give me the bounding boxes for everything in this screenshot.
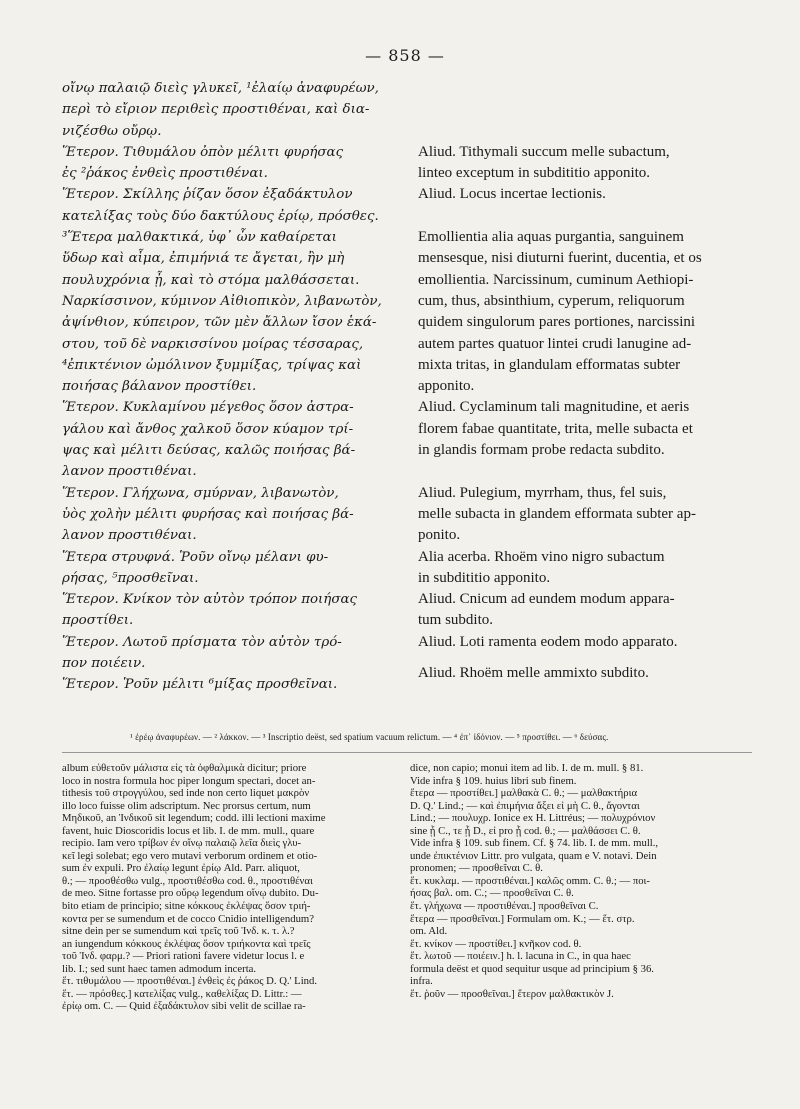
latin-line: Aliud. Cnicum ad eundem modum appara-	[418, 591, 675, 608]
latin-line: Aliud. Tithymali succum melle subactum,	[418, 143, 670, 160]
latin-line: cum, thus, absinthium, cyperum, reliquorum	[418, 292, 685, 309]
commentary-line: ἕτ. ῥοῦν — προσθεῖναι.] ἕτερον μαλθακτικὸν J.	[410, 987, 614, 1000]
commentary-line: sum ἐν expuli. Pro ἐλαίῳ legunt ἐρίῳ Ald. Parr. aliquot,	[62, 862, 300, 875]
commentary-line: ἕτ. τιθυμάλου — προστιθέναι.] ἐνθεὶς ἐς ῥάκος D. Q.' Lind.	[62, 975, 318, 988]
greek-line: νιζέσθω οὔρῳ.	[62, 123, 162, 139]
page-number: — 858 —	[365, 46, 445, 65]
commentary-line: formula deëst et quod sequitur usque ad principium § 36.	[410, 962, 654, 975]
latin-line: quidem singulorum pares portiones, narcissini	[418, 314, 696, 331]
commentary-line: Vide infra § 109. sub finem. Cf. § 74. lib. I. de mm. mull.,	[410, 837, 659, 850]
commentary-line: τοῦ Ἰνδ. φαρμ.? — Priori rationi favere videtur locus l. e	[62, 950, 305, 963]
greek-line: ψας καὶ μέλιτι δεύσας, καλῶς ποιήσας βά-	[62, 443, 356, 459]
greek-line: λανον προστιθέναι.	[62, 464, 197, 480]
commentary-line: tithesis τοῦ στρογγύλου, sed inde non certo liquet μακρὸν	[62, 787, 310, 800]
greek-line: γάλου καὶ ἄνθος χαλκοῦ ὅσον κύαμον τρί-	[62, 421, 354, 437]
commentary-line: sitne dein per se sumendum καὶ τρεῖς τοῦ Ἰνδ. κ. τ. λ.?	[62, 925, 295, 938]
commentary-line: favent, huic Dioscoridis locus et lib. I. de mm. mull., quare	[62, 824, 315, 837]
latin-line: florem fabae quantitate, trita, melle subacta et	[418, 420, 693, 437]
greek-line: πουλυχρόνια ᾖ, καὶ τὸ στόμα μαλθάσσεται.	[62, 272, 360, 288]
latin-line: linteo exceptum in subdititio apponito.	[418, 165, 651, 182]
greek-line: ὑὸς χολὴν μέλιτι φυρήσας καὶ ποιήσας βά-	[62, 506, 354, 522]
latin-line: ponito.	[418, 527, 461, 544]
greek-line: Ἕτερον. Ῥοῦν μέλιτι ⁶μίξας προσθεῖναι.	[62, 677, 338, 693]
commentary-line: ἕτ. γλήχωνα — προστιθέναι.] προσθεῖναι C.	[410, 900, 599, 913]
latin-line: Aliud. Cyclaminum tali magnitudine, et aeris	[418, 399, 690, 416]
commentary-line: D. Q.' Lind.; — καὶ ἐπιμήνια ἄξει εἰ μὴ C. θ., ἄγονται	[410, 799, 640, 812]
commentary-line: κοντα per se sumendum et de cocco Cnidio intelligendum?	[62, 912, 314, 925]
latin-line: Aliud. Loti ramenta eodem modo apparato.	[418, 633, 678, 650]
commentary-line: loco in nostra formula hoc piper longum spectari, docet an-	[62, 774, 316, 787]
commentary-line: an iungendum κόκκους ἐκλέψας ὅσον τριήκοντα καὶ τρεῖς	[62, 937, 311, 950]
greek-line: Ἕτερον. Γλήχωνα, σμύρναν, λιβανωτὸν,	[62, 485, 339, 501]
commentary-line: ἕτ. λωτοῦ — ποιέειν.] h. l. lacuna in C., in qua haec	[410, 950, 631, 963]
latin-line: mensesque, nisi diuturni fuerint, ducentia, et os	[418, 250, 702, 267]
greek-line: Ἕτερον. Σκίλλης ῥίζαν ὅσον ἐξαδάκτυλον	[62, 187, 353, 203]
commentary-line: Lind.; — πουλυχρ. Ionice ex H. Littréus; — πολυχρόνιον	[410, 812, 656, 825]
latin-column	[418, 78, 753, 684]
greek-line: στου, τοῦ δὲ ναρκισσίνου μοίρας τέσσαρας,	[62, 336, 364, 352]
greek-line: Ἕτερα στρυφνά. Ῥοῦν οἴνῳ μέλανι φυ-	[62, 549, 329, 565]
commentary-line: album εὐθετοῦν μάλιστα εἰς τὰ ὀφθαλμικὰ dicitur; priore	[62, 762, 307, 774]
latin-line: Alia acerba. Rhoëm vino nigro subactum	[418, 548, 665, 565]
latin-line: apponito.	[418, 378, 475, 395]
latin-line: in subdititio apponito.	[418, 569, 551, 586]
commentary-line: κεῖ legi solebat; ego vero mutavi verborum ordinem et otio-	[62, 849, 318, 862]
latin-line: Aliud. Locus incertae lectionis.	[418, 186, 606, 203]
commentary-line: pronomen; — προσθεῖναι C. θ.	[410, 862, 543, 875]
greek-line: ποιήσας βάλανον προστίθει.	[62, 379, 257, 395]
greek-line: περὶ τὸ εἴριον περιθεὶς προστιθέναι, καὶ δια-	[62, 102, 370, 118]
divider	[62, 752, 752, 753]
commentary-line: ήσας βαλ. om. C.; — προσθεῖναι C. θ.	[410, 887, 574, 900]
greek-column	[62, 78, 410, 696]
greek-line: Ἕτερον. Κνίκον τὸν αὐτὸν τρόπον ποιήσας	[62, 592, 358, 608]
commentary-line: de meo. Sitne fortasse pro οὔρῳ legendum οἴνῳ dubito. Du-	[62, 887, 319, 900]
commentary-line: om. Ald.	[410, 925, 448, 938]
greek-line: Ἕτερον. Λωτοῦ πρίσματα τὸν αὐτὸν τρό-	[62, 634, 342, 650]
commentary-right-column	[410, 762, 755, 1000]
greek-line: οἴνῳ παλαιῷ διεὶς γλυκεῖ, ¹ἐλαίῳ ἀναφυρέων,	[62, 81, 379, 96]
latin-line: autem partes quatuor lintei crudi lanugine ad-	[418, 335, 692, 352]
greek-line: ⁴ἐπικτένιον ὠμόλινον ξυμμίξας, τρίψας καὶ	[62, 357, 362, 373]
greek-line: Ἕτερον. Κυκλαμίνου μέγεθος ὅσον ἀστρα-	[62, 400, 354, 416]
commentary-line: ἕτ. — πρόσθες.] κατελίξας vulg., καθελίξας D. Littr.: —	[62, 987, 302, 1000]
greek-line: ρήσας, ⁵προσθεῖναι.	[62, 570, 199, 586]
greek-line: ³Ἕτερα μαλθακτικά, ὑφ᾽ ὧν καθαίρεται	[62, 230, 337, 246]
commentary-line: ἕτ. κνίκον — προστίθει.] κνῆκον cod. θ.	[410, 937, 582, 950]
commentary-line: dice, non capio; monui item ad lib. I. de m. mull. § 81.	[410, 762, 644, 774]
latin-line: in glandis formam probe redacta subdito.	[418, 442, 665, 459]
commentary-line: illo loco fuisse olim adscriptum. Nec prorsus certum, num	[62, 799, 311, 812]
greek-line: κατελίξας τοὺς δύο δακτύλους ἐρίῳ, πρόσθες.	[62, 208, 379, 224]
latin-line: Aliud. Rhoëm melle ammixto subdito.	[418, 665, 649, 682]
greek-line: ἀψίνθιον, κύπειρον, τῶν μὲν ἄλλων ἴσον ἑκά-	[62, 315, 377, 331]
commentary-line: bito etiam de principio; sitne κόκκους ἐκλέψας ὅσον τριή-	[62, 900, 311, 913]
commentary-line: ἕτερα — προσθεῖναι.] Formulam om. K.; — ἕτ. στρ.	[410, 912, 635, 925]
latin-line: melle subacta in glandem efformata subter ap-	[418, 505, 696, 522]
greek-line: Ἕτερον. Τιθυμάλου ὀπὸν μέλιτι φυρήσας	[62, 144, 344, 160]
greek-line: λανον προστιθέναι.	[62, 528, 197, 544]
footnotes: ¹ ἐρέῳ ἀναφυρέων. — ² λάκκον. — ³ Inscriptio deëst, sed spatium vacuum relictum. — ⁴ ἐπ᾽ ἰδόνιον. — ⁵ προστίθει. — ⁶ δεύσας.	[130, 732, 609, 742]
commentary-line: Μηδικοῦ, an Ἰνδικοῦ sit legendum; codd. illi lectioni maxime	[62, 812, 326, 825]
commentary-line: θ.; — προσθέσθω vulg., προστιθέσθω cod. θ., προστιθέναι	[62, 874, 313, 887]
commentary-line: lib. I.; sed sunt haec tamen admodum incerta.	[62, 962, 257, 975]
commentary-line: ἕτ. κυκλαμ. — προστιθέναι.] καλῶς omm. C. θ.; — ποι-	[410, 874, 650, 887]
latin-line: tum subdito.	[418, 612, 494, 629]
greek-line: ὕδωρ καὶ αἷμα, ἐπιμήνιά τε ἄγεται, ἢν μὴ	[62, 251, 345, 267]
latin-line: Emollientia alia aquas purgantia, sanguinem	[418, 229, 684, 246]
commentary-line: unde ἐπικτένιον Littr. pro vulgata, quam e V. notavi. Dein	[410, 849, 657, 862]
commentary-line: sine ᾖ C., τε ᾖ D., εἰ pro ᾖ cod. θ.; — μαλθάσσει C. θ.	[410, 824, 641, 837]
greek-line: Ναρκίσσινον, κύμινον Αἰθιοπικὸν, λιβανωτὸν,	[62, 293, 382, 309]
latin-line: mixta tritas, in glandulam efformatas subter	[418, 356, 681, 373]
commentary-line: infra.	[410, 975, 433, 988]
latin-line: Aliud. Pulegium, myrrham, thus, fel suis,	[418, 484, 667, 501]
latin-line: emollientia. Narcissinum, cuminum Aethiopi-	[418, 271, 694, 288]
commentary-line: Vide infra § 109. huius libri sub finem.	[410, 774, 577, 787]
greek-line: πον ποιέειν.	[62, 656, 146, 672]
commentary-line: recipio. Iam vero τρίβων ἐν οἴνῳ παλαιῷ λεῖα διεὶς γλυ-	[62, 837, 302, 850]
commentary-line: ἕτερα — προστίθει.] μαλθακὰ C. θ.; — μαλθακτήρια	[410, 787, 638, 800]
commentary-left-column	[62, 762, 402, 1013]
greek-line: ἐς ²ῥάκος ἐνθεὶς προστιθέναι.	[62, 166, 268, 182]
greek-line: προστίθει.	[62, 613, 134, 629]
commentary-line: ἐρίῳ om. C. — Quid ἐξαδάκτυλον sibi velit de scillae ra-	[62, 1000, 306, 1013]
